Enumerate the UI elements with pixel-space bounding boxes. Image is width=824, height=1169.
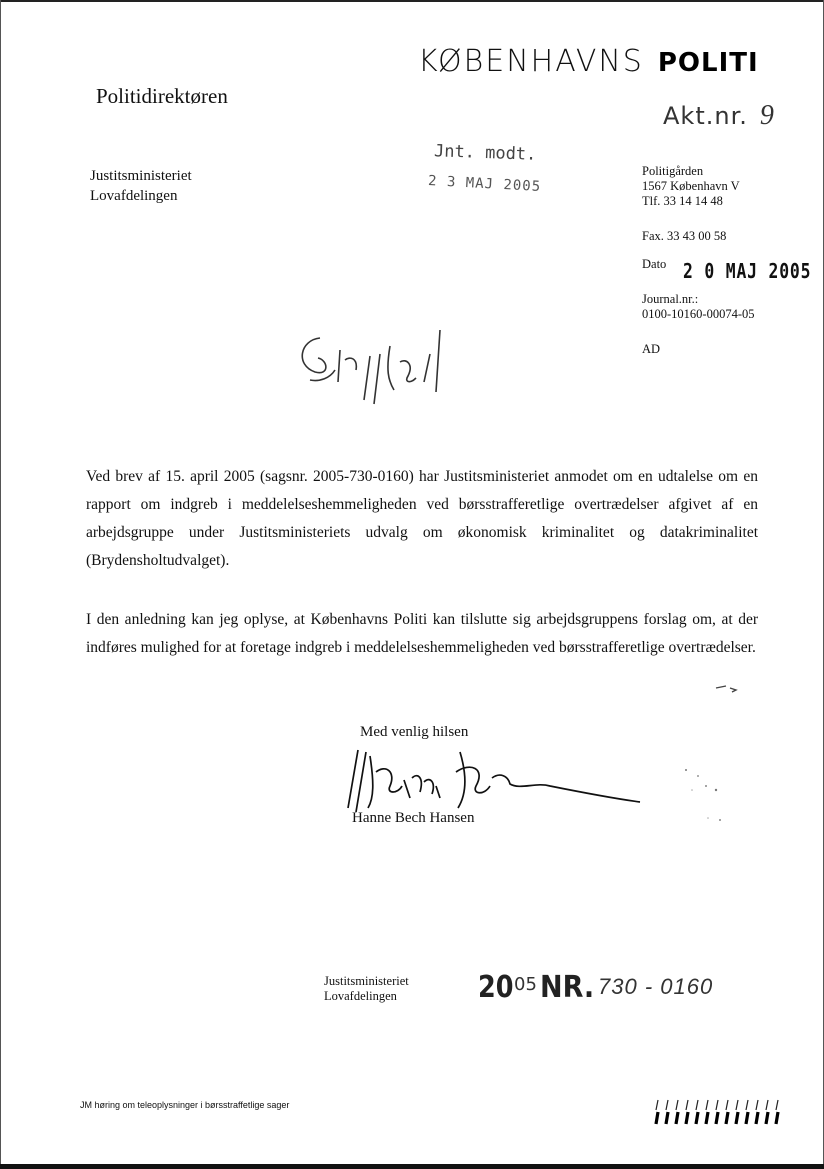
brand-police: POLITI — [657, 48, 759, 78]
recipient-line-2: Lovafdelingen — [90, 188, 178, 204]
body-paragraph-1: Ved brev af 15. april 2005 (sagsnr. 2005-730-0160) har Justitsministeriet anmodet om en udtalelse om en rapport om indgreb i meddelelseshemmeligheden ved børsstrafferetlige overtrædelser afgivet af en arbejdsgruppe under Justitsministeriets udvalg om økonomisk kriminalitet og datakriminalitet (Brydensholtudvalget). — [86, 468, 758, 569]
sender-address-line-1: Politigården — [642, 164, 704, 178]
page-border-left — [0, 0, 1, 1169]
handwritten-annotation — [290, 320, 470, 410]
received-stamp-date: 2 3 MAJ 2005 — [427, 173, 542, 195]
journal-label: Journal.nr.: — [642, 292, 699, 306]
sender-phone: Tlf. 33 14 14 48 — [642, 194, 723, 208]
sender-address-line-2: 1567 København V — [642, 179, 740, 193]
date-block — [642, 259, 666, 277]
case-year-prefix: 20 — [478, 970, 514, 1005]
footer-address-line-2: Lovafdelingen — [324, 989, 397, 1003]
akt-number: 9 — [759, 100, 774, 131]
scan-specks — [676, 760, 736, 830]
recipient-address — [90, 166, 192, 206]
page-border-bottom — [0, 1164, 824, 1169]
letterhead-brand — [418, 44, 759, 79]
case-number-label: NR. — [540, 970, 595, 1005]
date-value: 2 0 MAJ 2005 — [683, 259, 812, 283]
case-year-suffix: 05 — [514, 974, 537, 995]
journal-block — [642, 292, 755, 322]
received-stamp-label: Jnt. modt. — [433, 141, 537, 165]
scan-mark — [712, 680, 752, 700]
hatch-marks — [654, 1096, 788, 1128]
ad-marker: AD — [642, 342, 661, 356]
date-label: Dato — [642, 257, 667, 271]
sender-address — [642, 164, 740, 209]
closing-greeting: Med venlig hilsen — [360, 724, 469, 740]
brand-city: KØBENHAVNS — [418, 44, 644, 79]
case-number-handwritten: 730 - 0160 — [598, 974, 714, 999]
journal-number: 0100-10160-00074-05 — [642, 307, 755, 321]
akt-number-block — [663, 100, 774, 132]
footer-address — [324, 974, 409, 1004]
akt-label: Akt.nr. — [663, 102, 748, 130]
page-border-top — [0, 0, 824, 2]
department-name: Politidirektøren — [96, 84, 228, 108]
signature — [340, 742, 660, 817]
footer-address-line-1: Justitsministeriet — [324, 974, 409, 988]
recipient-line-1: Justitsministeriet — [90, 168, 192, 184]
sender-fax: Fax. 33 43 00 58 — [642, 229, 727, 243]
footnote: JM høring om teleoplysninger i børsstraffetlige sager — [80, 1100, 290, 1110]
body-paragraph-2: I den anledning kan jeg oplyse, at Københavns Politi kan tilslutte sig arbejdsgruppens forslag om, at der indføres mulighed for at foretage indgreb i meddelelseshemmeligheden ved børsstrafferetlige overtrædelser. — [86, 611, 758, 656]
signer-name: Hanne Bech Hansen — [352, 810, 475, 826]
